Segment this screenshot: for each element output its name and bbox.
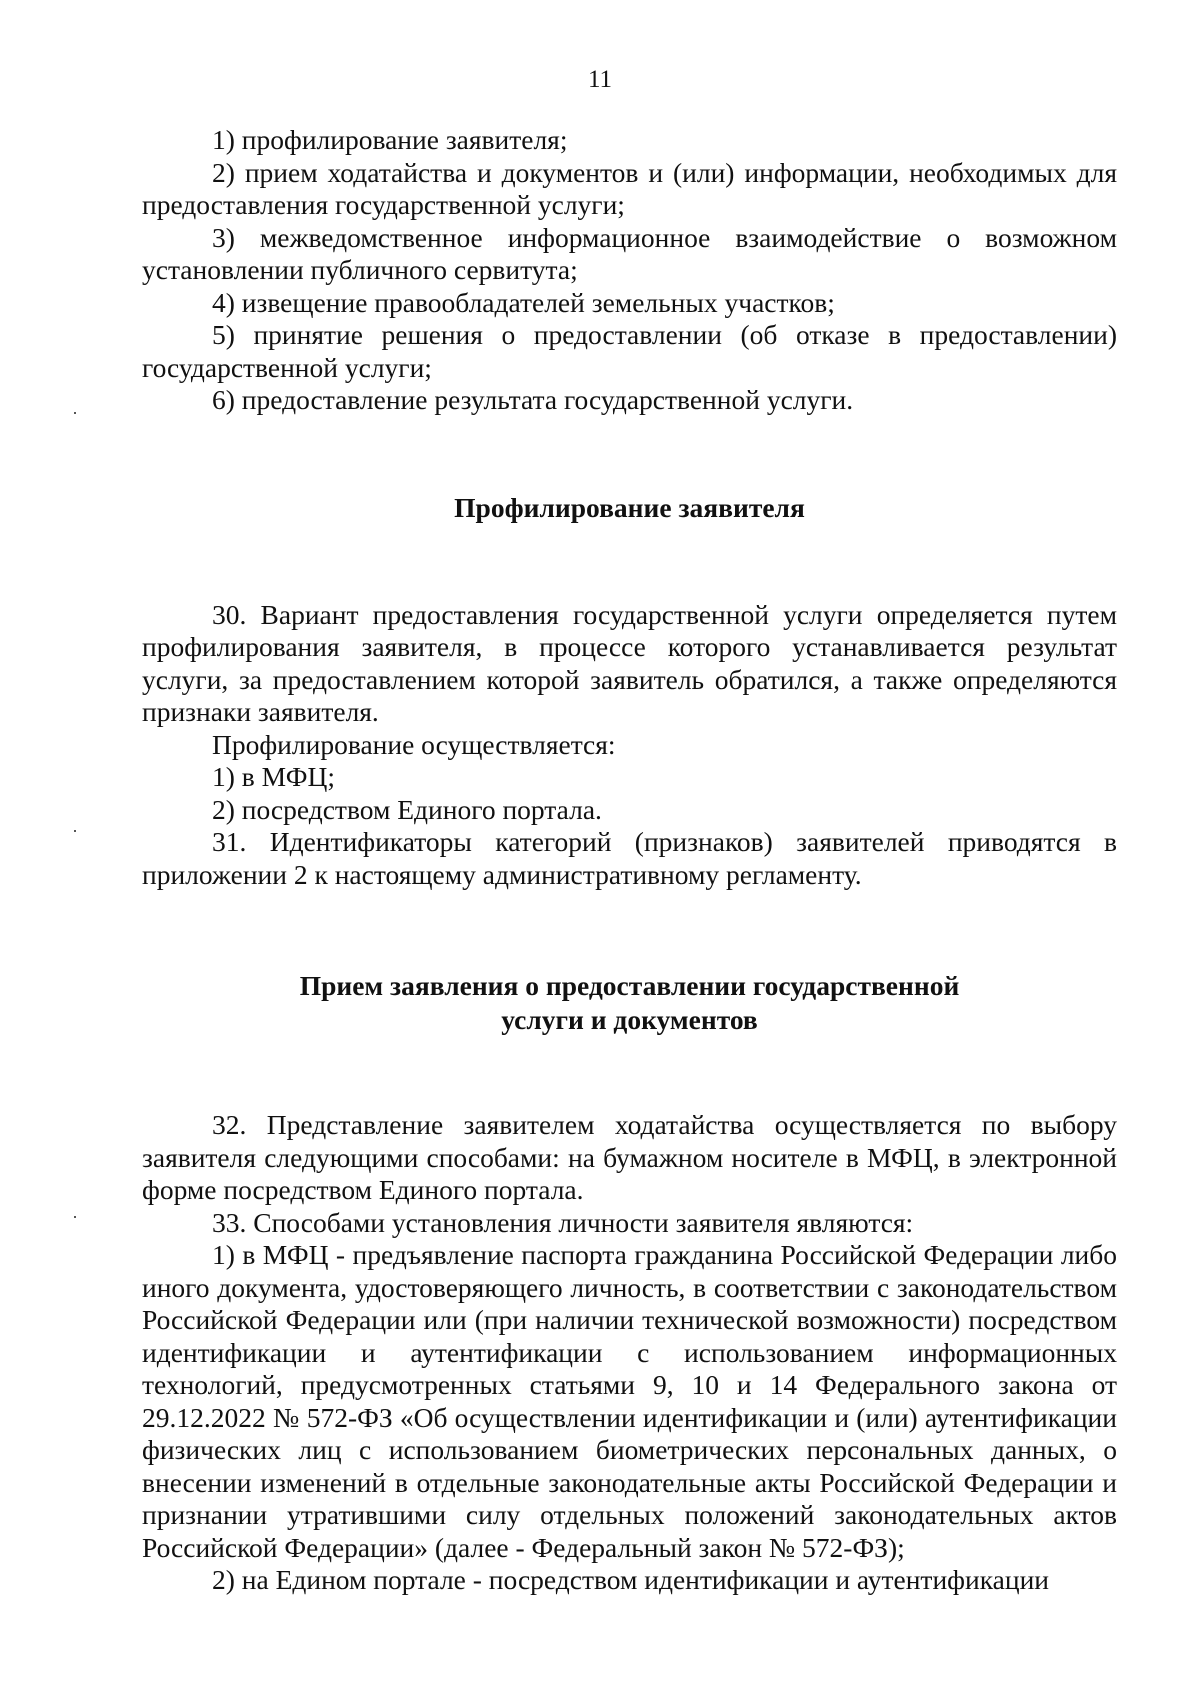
section-heading-profiling: Профилирование заявителя [454,491,805,523]
list-item: 3) межведомственное информационное взаимодействие о возможном установлении публичного сервитута; [142,221,1117,285]
list-item: 6) предоставление результата государственной услуги. [212,384,854,415]
list-item: 4) извещение правообладателей земельных участков; [212,286,835,318]
heading-line: услуги и документов [501,1004,758,1035]
paragraph: Профилирование осуществляется: [212,728,616,760]
paragraph: 32. Представление заявителем ходатайства осуществляется по выбору заявителя следующими способами: на бумажном носителе в МФЦ, в электронной форме посредством Единого портала. [142,1109,1117,1205]
document-body [142,124,1117,1597]
paragraph: 1) в МФЦ; [212,761,335,792]
section-profiling [142,599,1117,892]
margin-mark [74,412,76,414]
heading-line: Прием заявления о предоставлении государственной [299,970,960,1001]
paragraph: 1) в МФЦ - предъявление паспорта гражданина Российской Федерации либо иного документа, удостоверяющего личность, в соответствии с законодательством Российской Федерации или (при наличии технической возможности) посредством идентификации и аутентификации с использованием информационных технологий, предусмотренных статьями 9, 10 и 14 Федерального закона от 29.12.2022 № 572-ФЗ «Об осуществлении идентификации и (или) аутентификации физических лиц с использованием биометрических персональных данных, о внесении изменений в отдельные законодательные акты Российской Федерации и признании утратившими силу отдельных положений законодательных актов Российской Федерации» (далее - Федеральный закон № 572-ФЗ); [142,1239,1117,1563]
page-number: 11 [587,66,613,93]
paragraph: 2) на Едином портале - посредством идентификации и аутентификации [212,1564,1050,1595]
section-heading-application [142,969,1117,1037]
margin-mark [74,830,76,832]
list-item: 2) прием ходатайства и документов и (или) информации, необходимых для предоставления государственной услуги; [142,156,1117,220]
list-item: 1) профилирование заявителя; [212,124,568,155]
procedure-list [142,124,1117,417]
paragraph: 33. Способами установления личности заявителя являются: [212,1206,914,1238]
margin-mark [74,1216,76,1218]
paragraph: 31. Идентификаторы категорий (признаков) заявителей приводятся в приложении 2 к настоящему административному регламенту. [142,826,1117,890]
paragraph: 30. Вариант предоставления государственной услуги определяется путем профилирования заявителя, в процессе которого устанавливается результат услуги, за предоставлением которой заявитель обратился, а также определяются признаки заявителя. [142,598,1117,727]
list-item: 5) принятие решения о предоставлении (об отказе в предоставлении) государственной услуги; [142,319,1117,383]
section-application [142,1109,1117,1597]
paragraph: 2) посредством Единого портала. [212,793,602,825]
